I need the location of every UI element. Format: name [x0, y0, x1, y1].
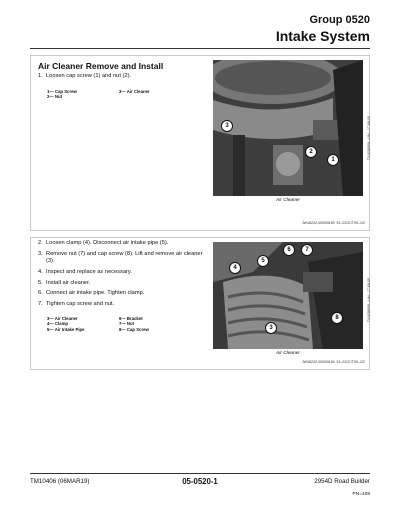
step-item	[38, 301, 208, 308]
legend-item: 4— Clamp	[47, 321, 69, 327]
image-caption: Air Cleaner	[276, 351, 300, 356]
callout-8: 8	[331, 312, 343, 324]
step-item	[38, 240, 208, 247]
step-number: 2.	[38, 240, 43, 246]
section-air-cleaner-remove	[30, 55, 370, 231]
step-item	[38, 280, 208, 287]
step-item	[38, 73, 208, 80]
step-text: Tighten cap screw and nut.	[46, 300, 115, 307]
step-text: Remove nut (7) and cap screw (8). Lift and remove air cleaner (3).	[46, 250, 203, 265]
footer-pn: PN=108	[352, 492, 370, 497]
parts-legend	[47, 89, 197, 100]
footer-machine-name: 2954D Road Builder	[314, 478, 370, 485]
callout-3: 3	[221, 120, 233, 132]
legend-item	[119, 94, 197, 99]
step-item	[38, 290, 208, 297]
step-text: Loosen clamp (4). Disconnect air intake pipe (5).	[46, 240, 169, 246]
step-text: Inspect and replace as necessary.	[46, 268, 132, 275]
legend-item: 7— Nut	[119, 321, 135, 327]
air-cleaner-photo	[213, 60, 363, 196]
image-code: TX1058998—UN—17JUL09	[367, 116, 371, 161]
callout-3: 3	[265, 322, 277, 334]
step-number: 6.	[38, 290, 43, 297]
legend-item: 2— Nut	[47, 94, 63, 100]
photo-illustration	[213, 60, 363, 196]
legend-item: 1— Cap Screw	[47, 89, 77, 94]
group-label: Group 0520	[309, 14, 370, 26]
step-list	[38, 240, 208, 312]
header-rule	[30, 48, 370, 49]
step-item	[38, 251, 208, 266]
photo-illustration	[213, 242, 363, 349]
air-cleaner-photo	[213, 242, 363, 349]
legend-item: 3— Air Cleaner	[119, 89, 150, 94]
step-text: Loosen cap screw (1) and nut (2).	[46, 73, 132, 79]
callout-4: 4	[229, 262, 241, 274]
callout-6: 6	[283, 244, 295, 256]
step-number: 5.	[38, 279, 43, 286]
legend-item: 3— Air Cleaner	[47, 316, 78, 321]
reference-code: JW4620Z,0000081B ’19–22OCT09–2/2	[301, 360, 365, 364]
image-caption: Air Cleaner	[276, 198, 300, 203]
step-number: 4.	[38, 268, 43, 275]
reference-code: JW4620Z,0000081B ’19–22OCT09–1/2	[301, 221, 365, 225]
step-list	[38, 73, 208, 84]
step-text: Install air cleaner.	[46, 279, 91, 286]
step-text: Connect air intake pipe. Tighten clamp.	[46, 290, 145, 297]
footer-rule	[30, 473, 370, 474]
callout-1: 1	[327, 154, 339, 166]
page-title: Intake System	[275, 28, 370, 44]
callout-5: 5	[257, 255, 269, 267]
parts-legend	[47, 316, 197, 332]
callout-7: 7	[301, 244, 313, 256]
section-air-cleaner-install	[30, 237, 370, 370]
footer-manual-id: TM10406 (06MAR19)	[30, 478, 90, 485]
step-number: 3.	[38, 250, 43, 257]
legend-item: 8— Cap Screw	[119, 326, 149, 332]
step-number: 7.	[38, 300, 43, 307]
legend-item: 6— Bracket	[119, 316, 143, 321]
section-title: Air Cleaner Remove and Install	[38, 61, 164, 71]
image-code: TX1058999—UN—17JUL09	[367, 278, 371, 323]
callout-2: 2	[305, 146, 317, 158]
step-item	[38, 269, 208, 276]
legend-item: 5— Air Intake Pipe	[47, 326, 85, 332]
step-number: 1.	[38, 73, 43, 79]
footer-page-number: 05-0520-1	[182, 477, 218, 486]
